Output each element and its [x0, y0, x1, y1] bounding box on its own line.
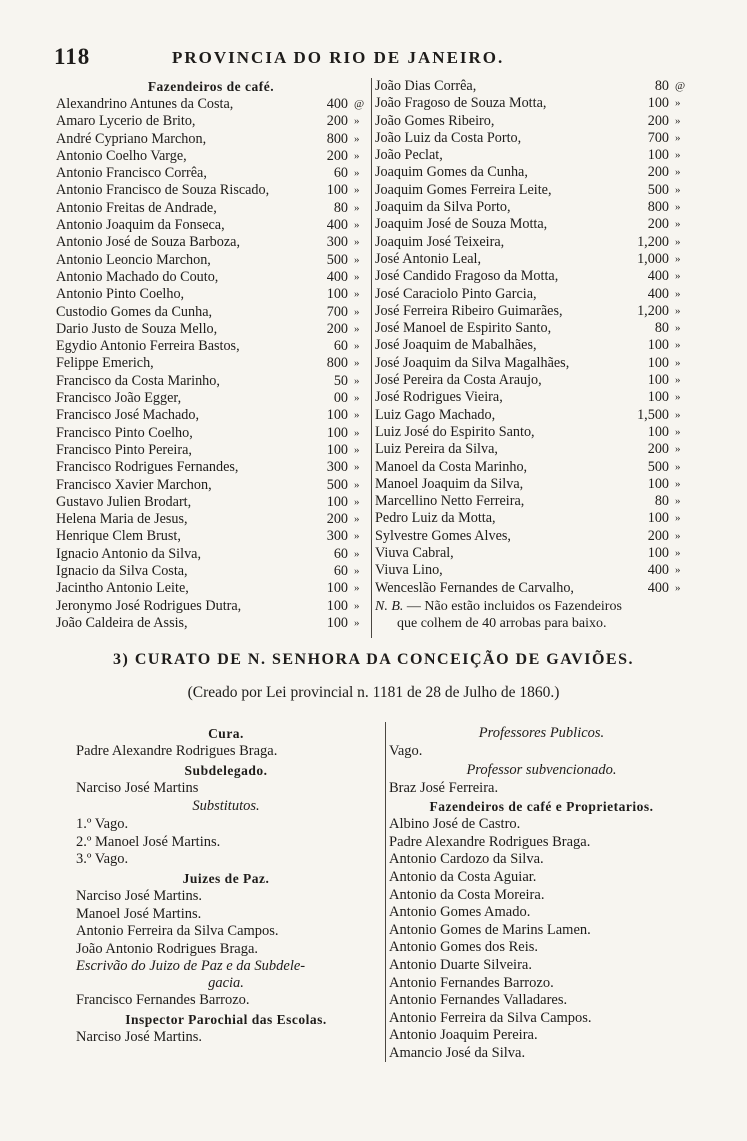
list-item — [375, 441, 695, 458]
list-item — [56, 131, 366, 148]
list-item — [375, 182, 695, 199]
entry-amount: 1,500 — [637, 406, 669, 423]
entry-amount: 200 — [326, 147, 348, 164]
entry-ditto-mark: » — [675, 425, 681, 438]
entry-ditto-mark: » — [354, 201, 360, 214]
list-item — [56, 338, 366, 355]
entry-amount: 100 — [647, 354, 669, 371]
escrivao-name: Francisco Fernandes Barrozo. — [76, 992, 250, 1009]
list-item — [375, 545, 695, 562]
entry-name: Joaquim Gomes Ferreira Leite, — [375, 181, 552, 198]
list-item — [375, 199, 695, 216]
left-column-fazendeiros — [56, 78, 366, 632]
list-item — [56, 442, 366, 459]
list-item — [56, 217, 366, 234]
entry-name: Francisco da Costa Marinho, — [56, 372, 220, 389]
entry-amount: 1,200 — [637, 302, 669, 319]
entry-amount: 80 — [333, 199, 348, 216]
entry-ditto-mark: » — [675, 443, 681, 456]
entry-name: Gustavo Julien Brodart, — [56, 493, 192, 510]
entry-amount: 100 — [326, 441, 348, 458]
list-item: Antonio Gomes de Marins Lamen. — [389, 921, 591, 938]
entry-amount: 200 — [326, 511, 348, 528]
entry-name: Jacintho Antonio Leite, — [56, 580, 189, 597]
entry-amount: 100 — [326, 424, 348, 441]
entry-name: André Cypriano Marchon, — [56, 130, 207, 147]
entry-name: José Joaquim da Silva Magalhães, — [375, 354, 570, 371]
entry-name: Francisco João Egger, — [56, 390, 182, 407]
entry-amount: 200 — [647, 216, 669, 233]
list-item — [56, 113, 366, 130]
entry-name: João Dias Corrêa, — [375, 78, 477, 94]
entry-amount: 50 — [333, 372, 348, 389]
entry-name: Francisco Rodrigues Fernandes, — [56, 459, 239, 476]
entry-ditto-mark: » — [354, 616, 360, 629]
entry-amount: 100 — [647, 389, 669, 406]
entry-name: Ignacio Antonio da Silva, — [56, 545, 202, 562]
list-item — [56, 528, 366, 545]
entry-ditto-mark: » — [354, 426, 360, 439]
entry-amount: 400 — [647, 268, 669, 285]
entry-name: José Antonio Leal, — [375, 250, 481, 267]
list-item — [56, 598, 366, 615]
entry-ditto-mark: » — [354, 495, 360, 508]
entry-amount: 100 — [647, 147, 669, 164]
list-item — [56, 580, 366, 597]
list-item: Antonio da Costa Moreira. — [389, 886, 545, 903]
list-item — [375, 268, 695, 285]
entry-ditto-mark: » — [354, 184, 360, 197]
subvencionado-heading: Professor subvencionado. — [466, 761, 617, 778]
note-block — [375, 598, 695, 632]
juiz-1: Narciso José Martins. — [76, 887, 203, 904]
entry-name: Luiz José do Espirito Santo, — [375, 423, 535, 440]
entry-amount: 100 — [326, 493, 348, 510]
entry-name: João Gomes Ribeiro, — [375, 112, 495, 129]
juizes-heading: Juizes de Paz. — [182, 870, 270, 886]
entry-amount: 100 — [326, 597, 348, 614]
page-number: 118 — [54, 44, 91, 69]
entry-ditto-mark: » — [675, 356, 681, 369]
cura-heading: Cura. — [208, 726, 244, 741]
entry-ditto-mark: » — [675, 374, 681, 387]
subvencionado-name: Braz José Ferreira. — [389, 779, 499, 796]
list-item — [375, 510, 695, 527]
list-item: Padre Alexandre Rodrigues Braga. — [389, 833, 591, 850]
entry-name: Antonio Francisco de Souza Riscado, — [56, 182, 270, 199]
entry-name: Helena Maria de Jesus, — [56, 511, 188, 528]
entry-name: Francisco Pinto Pereira, — [56, 441, 192, 458]
entry-name: Joaquim José Teixeira, — [375, 233, 505, 250]
list-item — [375, 286, 695, 303]
entry-ditto-mark: » — [675, 322, 681, 335]
entry-ditto-mark: » — [354, 443, 360, 456]
substituto-3: 3.º Vago. — [76, 851, 129, 868]
entry-name: José Caraciolo Pinto Garcia, — [375, 285, 537, 302]
entry-amount: 200 — [647, 527, 669, 544]
entry-name: Egydio Antonio Ferreira Bastos, — [56, 338, 240, 355]
entry-name: João Peclat, — [375, 147, 443, 164]
entry-name: Antonio Pinto Coelho, — [56, 286, 185, 303]
column-divider-upper — [371, 78, 372, 638]
entry-ditto-mark: » — [675, 512, 681, 525]
list-item — [56, 200, 366, 217]
entry-ditto-mark: » — [354, 547, 360, 560]
entry-ditto-mark: » — [675, 495, 681, 508]
entry-ditto-mark: » — [354, 409, 360, 422]
entry-name: Viuva Lino, — [375, 562, 443, 579]
entry-ditto-mark: » — [675, 304, 681, 317]
entry-ditto-mark: » — [675, 339, 681, 352]
list-item — [56, 477, 366, 494]
list-item — [375, 216, 695, 233]
professores-heading: Professores Publicos. — [478, 725, 605, 741]
entry-ditto-mark: » — [675, 477, 681, 490]
list-item — [56, 252, 366, 269]
right-column-fazendeiros — [375, 78, 695, 632]
list-item — [56, 511, 366, 528]
inspector-name: Narciso José Martins. — [76, 1028, 203, 1045]
entry-amount: 60 — [333, 545, 348, 562]
list-item: Antonio Cardozo da Silva. — [389, 851, 544, 868]
entry-amount: 200 — [647, 164, 669, 181]
list-item — [56, 390, 366, 407]
entry-ditto-mark: » — [675, 581, 681, 594]
entry-name: Antonio Leoncio Marchon, — [56, 251, 211, 268]
list-item — [56, 546, 366, 563]
entry-ditto-mark: » — [354, 167, 360, 180]
list-item: Amancio José da Silva. — [389, 1044, 526, 1061]
list-item — [375, 337, 695, 354]
entry-name: Ignacio da Silva Costa, — [56, 563, 188, 580]
list-item — [56, 96, 366, 113]
juiz-4: João Antonio Rodrigues Braga. — [76, 940, 259, 957]
entry-ditto-mark: » — [354, 530, 360, 543]
entry-ditto-mark: » — [354, 599, 360, 612]
entry-ditto-mark: » — [675, 270, 681, 283]
entry-amount: 800 — [326, 130, 348, 147]
list-item — [56, 304, 366, 321]
entry-amount: 100 — [326, 286, 348, 303]
entry-ditto-mark: » — [354, 253, 360, 266]
list-item — [56, 286, 366, 303]
entry-amount: 80 — [654, 493, 669, 510]
entry-name: Manoel da Costa Marinho, — [375, 458, 528, 475]
list-item — [375, 234, 695, 251]
entry-ditto-mark: » — [675, 252, 681, 265]
entry-name: Pedro Luiz da Motta, — [375, 510, 496, 527]
running-title: PROVINCIA DO RIO DE JANEIRO. — [172, 48, 505, 67]
list-item — [56, 494, 366, 511]
entry-name: Manoel Joaquim da Silva, — [375, 475, 524, 492]
entry-amount: 300 — [326, 459, 348, 476]
entry-amount: 100 — [326, 182, 348, 199]
entry-ditto-mark: » — [354, 392, 360, 405]
entry-name: José Ferreira Ribeiro Guimarães, — [375, 302, 563, 319]
entry-amount: 400 — [647, 285, 669, 302]
note-text-line-1: — Não estão incluidos os Fazendeiros — [406, 598, 622, 614]
entry-name: Francisco José Machado, — [56, 407, 200, 424]
list-item — [375, 493, 695, 510]
list-item: Antonio Fernandes Barrozo. — [389, 974, 554, 991]
entry-ditto-mark: » — [354, 478, 360, 491]
entry-amount: 80 — [654, 320, 669, 337]
entry-ditto-mark: » — [354, 305, 360, 318]
entry-amount: 800 — [647, 199, 669, 216]
fazendeiros-proprietarios-heading: Fazendeiros de café e Proprietarios. — [429, 799, 654, 815]
list-item: Antonio Ferreira da Silva Campos. — [389, 1009, 592, 1026]
list-item — [375, 95, 695, 112]
list-item: Antonio Gomes dos Reis. — [389, 939, 539, 956]
entry-ditto-mark: » — [675, 408, 681, 421]
entry-amount: 500 — [647, 181, 669, 198]
list-item — [56, 269, 366, 286]
column-divider-lower — [385, 722, 386, 1062]
entry-amount: 100 — [647, 372, 669, 389]
list-item — [56, 234, 366, 251]
entry-name: Sylvestre Gomes Alves, — [375, 527, 511, 544]
left-column-heading: Fazendeiros de café. — [147, 79, 275, 94]
list-item — [375, 424, 695, 441]
subdelegado-name: Narciso José Martins — [76, 779, 199, 796]
entry-name: João Caldeira de Assis, — [56, 614, 188, 631]
list-item — [375, 459, 695, 476]
entry-name: José Joaquim de Mabalhães, — [375, 337, 537, 354]
inspector-heading: Inspector Parochial das Escolas. — [125, 1011, 327, 1027]
entry-name: Antonio Freitas de Andrade, — [56, 199, 217, 216]
entry-name: Joaquim Gomes da Cunha, — [375, 164, 528, 181]
list-item — [375, 372, 695, 389]
entry-name: Dario Justo de Souza Mello, — [56, 320, 218, 337]
entry-ditto-mark: » — [675, 97, 681, 110]
list-item — [375, 562, 695, 579]
entry-name: Luiz Pereira da Silva, — [375, 441, 498, 458]
entry-name: Custodio Gomes da Cunha, — [56, 303, 213, 320]
entry-ditto-mark: » — [675, 201, 681, 214]
entry-amount: 100 — [326, 407, 348, 424]
lower-right-column — [389, 724, 694, 1063]
entry-amount: 100 — [647, 337, 669, 354]
entry-amount: 00 — [333, 390, 348, 407]
entry-amount: 100 — [326, 580, 348, 597]
juiz-3: Antonio Ferreira da Silva Campos. — [76, 923, 279, 940]
entry-amount: 60 — [333, 563, 348, 580]
entry-name: Marcellino Netto Ferreira, — [375, 493, 525, 510]
list-item: Antonio da Costa Aguiar. — [389, 868, 537, 885]
list-item — [56, 615, 366, 632]
entry-name: José Candido Fragoso da Motta, — [375, 268, 559, 285]
entry-amount: 500 — [647, 458, 669, 475]
entry-ditto-mark: » — [675, 114, 681, 127]
list-item — [375, 407, 695, 424]
section-title: 3) CURATO DE N. SENHORA DA CONCEIÇÃO DE GAVIÕES. — [113, 651, 634, 668]
entry-ditto-mark: » — [354, 582, 360, 595]
entry-name: Joaquim José de Souza Motta, — [375, 216, 548, 233]
entry-ditto-mark: » — [354, 513, 360, 526]
entry-amount: 100 — [647, 423, 669, 440]
entry-amount: 400 — [326, 217, 348, 234]
entry-ditto-mark: » — [675, 391, 681, 404]
subdelegado-heading: Subdelegado. — [184, 762, 268, 778]
entry-ditto-mark: » — [354, 115, 360, 128]
list-item — [56, 182, 366, 199]
entry-name: Francisco Pinto Coelho, — [56, 424, 193, 441]
entry-name: Jeronymo José Rodrigues Dutra, — [56, 597, 242, 614]
list-item: Antonio Gomes Amado. — [389, 904, 531, 921]
entry-ditto-mark: » — [675, 235, 681, 248]
list-item: Antonio Joaquim Pereira. — [389, 1027, 538, 1044]
entry-ditto-mark: » — [675, 166, 681, 179]
entry-amount: 300 — [326, 234, 348, 251]
entry-name: Wenceslão Fernandes de Carvalho, — [375, 579, 574, 596]
entry-amount: 200 — [326, 320, 348, 337]
list-item — [375, 78, 695, 95]
entry-amount: 1,000 — [637, 250, 669, 267]
entry-amount: 60 — [333, 165, 348, 182]
list-item — [56, 321, 366, 338]
entry-amount: 100 — [647, 95, 669, 112]
list-item — [375, 580, 695, 597]
entry-name: Antonio Joaquim da Fonseca, — [56, 217, 225, 234]
entry-ditto-mark: » — [675, 529, 681, 542]
entry-name: José Rodrigues Vieira, — [375, 389, 503, 406]
entry-amount: 400 — [326, 96, 348, 112]
lower-left-column — [76, 724, 376, 1047]
entry-ditto-mark: » — [354, 132, 360, 145]
list-item — [375, 130, 695, 147]
list-item: Antonio Duarte Silveira. — [389, 956, 532, 973]
entry-ditto-mark: » — [354, 322, 360, 335]
list-item — [56, 165, 366, 182]
note-label: N. B. — [375, 598, 404, 614]
list-item — [56, 373, 366, 390]
juiz-2: Manoel José Martins. — [76, 905, 202, 922]
list-item — [375, 476, 695, 493]
entry-amount: 60 — [333, 338, 348, 355]
entry-ditto-mark: » — [354, 236, 360, 249]
entry-ditto-mark: » — [354, 357, 360, 370]
escrivao-heading-line-2: gacia. — [208, 975, 244, 992]
list-item — [375, 355, 695, 372]
entry-amount: 200 — [326, 113, 348, 130]
entry-ditto-mark: » — [354, 374, 360, 387]
entry-amount: 200 — [647, 112, 669, 129]
entry-name: Luiz Gago Machado, — [375, 406, 496, 423]
entry-name: Felippe Emerich, — [56, 355, 154, 372]
note-text-line-2: que colhem de 40 arrobas para baixo. — [397, 615, 607, 631]
entry-amount: 100 — [647, 475, 669, 492]
entry-ditto-mark: » — [675, 287, 681, 300]
entry-amount: 200 — [647, 441, 669, 458]
list-item: Antonio Fernandes Valladares. — [389, 992, 568, 1009]
entry-name: Joaquim da Silva Porto, — [375, 199, 511, 216]
entry-ditto-mark: » — [675, 218, 681, 231]
list-item — [375, 303, 695, 320]
entry-name: Henrique Clem Brust, — [56, 528, 181, 545]
entry-name: Antonio José de Souza Barboza, — [56, 234, 241, 251]
cura-name: Padre Alexandre Rodrigues Braga. — [76, 743, 278, 759]
entry-amount: 400 — [647, 562, 669, 579]
list-item — [56, 355, 366, 372]
entry-ditto-mark: » — [354, 219, 360, 232]
list-item — [375, 528, 695, 545]
list-item — [375, 251, 695, 268]
entry-ditto-mark: » — [675, 131, 681, 144]
list-item — [56, 407, 366, 424]
entry-name: João Fragoso de Souza Motta, — [375, 95, 547, 112]
entry-amount: 500 — [326, 251, 348, 268]
entry-amount: 700 — [647, 129, 669, 146]
list-item — [56, 563, 366, 580]
entry-amount: 800 — [326, 355, 348, 372]
entry-name: João Luiz da Costa Porto, — [375, 129, 522, 146]
list-item — [375, 147, 695, 164]
substituto-2: 2.º Manoel José Martins. — [76, 833, 221, 850]
entry-name: Amaro Lycerio de Brito, — [56, 113, 196, 130]
entry-name: Alexandrino Antunes da Costa, — [56, 96, 234, 112]
entry-ditto-mark: » — [675, 149, 681, 162]
entry-amount: 1,200 — [637, 233, 669, 250]
professores-value: Vago. — [389, 743, 423, 759]
entry-ditto-mark: » — [675, 183, 681, 196]
entry-name: Viuva Cabral, — [375, 545, 454, 562]
entry-amount: 500 — [326, 476, 348, 493]
entry-ditto-mark: » — [354, 149, 360, 162]
entry-amount: 100 — [647, 510, 669, 527]
entry-ditto-mark: » — [354, 565, 360, 578]
creation-note: (Creado por Lei provincial n. 1181 de 28 de Julho de 1860.) — [187, 684, 560, 701]
entry-name: Antonio Coelho Varge, — [56, 147, 187, 164]
list-item — [375, 389, 695, 406]
list-item — [375, 320, 695, 337]
entry-amount: 300 — [326, 528, 348, 545]
entry-amount: 100 — [326, 614, 348, 631]
entry-ditto-mark: @ — [354, 98, 365, 110]
entry-name: José Manoel de Espirito Santo, — [375, 320, 552, 337]
list-item — [375, 113, 695, 130]
entry-ditto-mark: » — [675, 547, 681, 560]
entry-ditto-mark: » — [675, 564, 681, 577]
entry-ditto-mark: » — [354, 340, 360, 353]
list-item — [56, 459, 366, 476]
entry-amount: 700 — [326, 303, 348, 320]
entry-ditto-mark: » — [354, 288, 360, 301]
entry-amount: 80 — [654, 78, 669, 94]
list-item — [56, 148, 366, 165]
escrivao-heading-line-1: Escrivão do Juizo de Paz e da Subdele- — [76, 958, 306, 975]
list-item — [375, 164, 695, 181]
entry-amount: 400 — [647, 579, 669, 596]
entry-name: José Pereira da Costa Araujo, — [375, 372, 542, 389]
entry-name: Antonio Machado do Couto, — [56, 268, 219, 285]
entry-ditto-mark: » — [675, 460, 681, 473]
entry-ditto-mark: » — [354, 270, 360, 283]
entry-ditto-mark: @ — [675, 80, 686, 92]
entry-amount: 100 — [647, 545, 669, 562]
list-item: Albino José de Castro. — [389, 816, 521, 833]
entry-amount: 400 — [326, 268, 348, 285]
entry-ditto-mark: » — [354, 461, 360, 474]
entry-name: Francisco Xavier Marchon, — [56, 476, 212, 493]
list-item — [56, 425, 366, 442]
substitutos-heading: Substitutos. — [192, 798, 260, 815]
page-header — [54, 44, 694, 72]
substituto-1: 1.º Vago. — [76, 816, 129, 833]
entry-name: Antonio Francisco Corrêa, — [56, 165, 207, 182]
